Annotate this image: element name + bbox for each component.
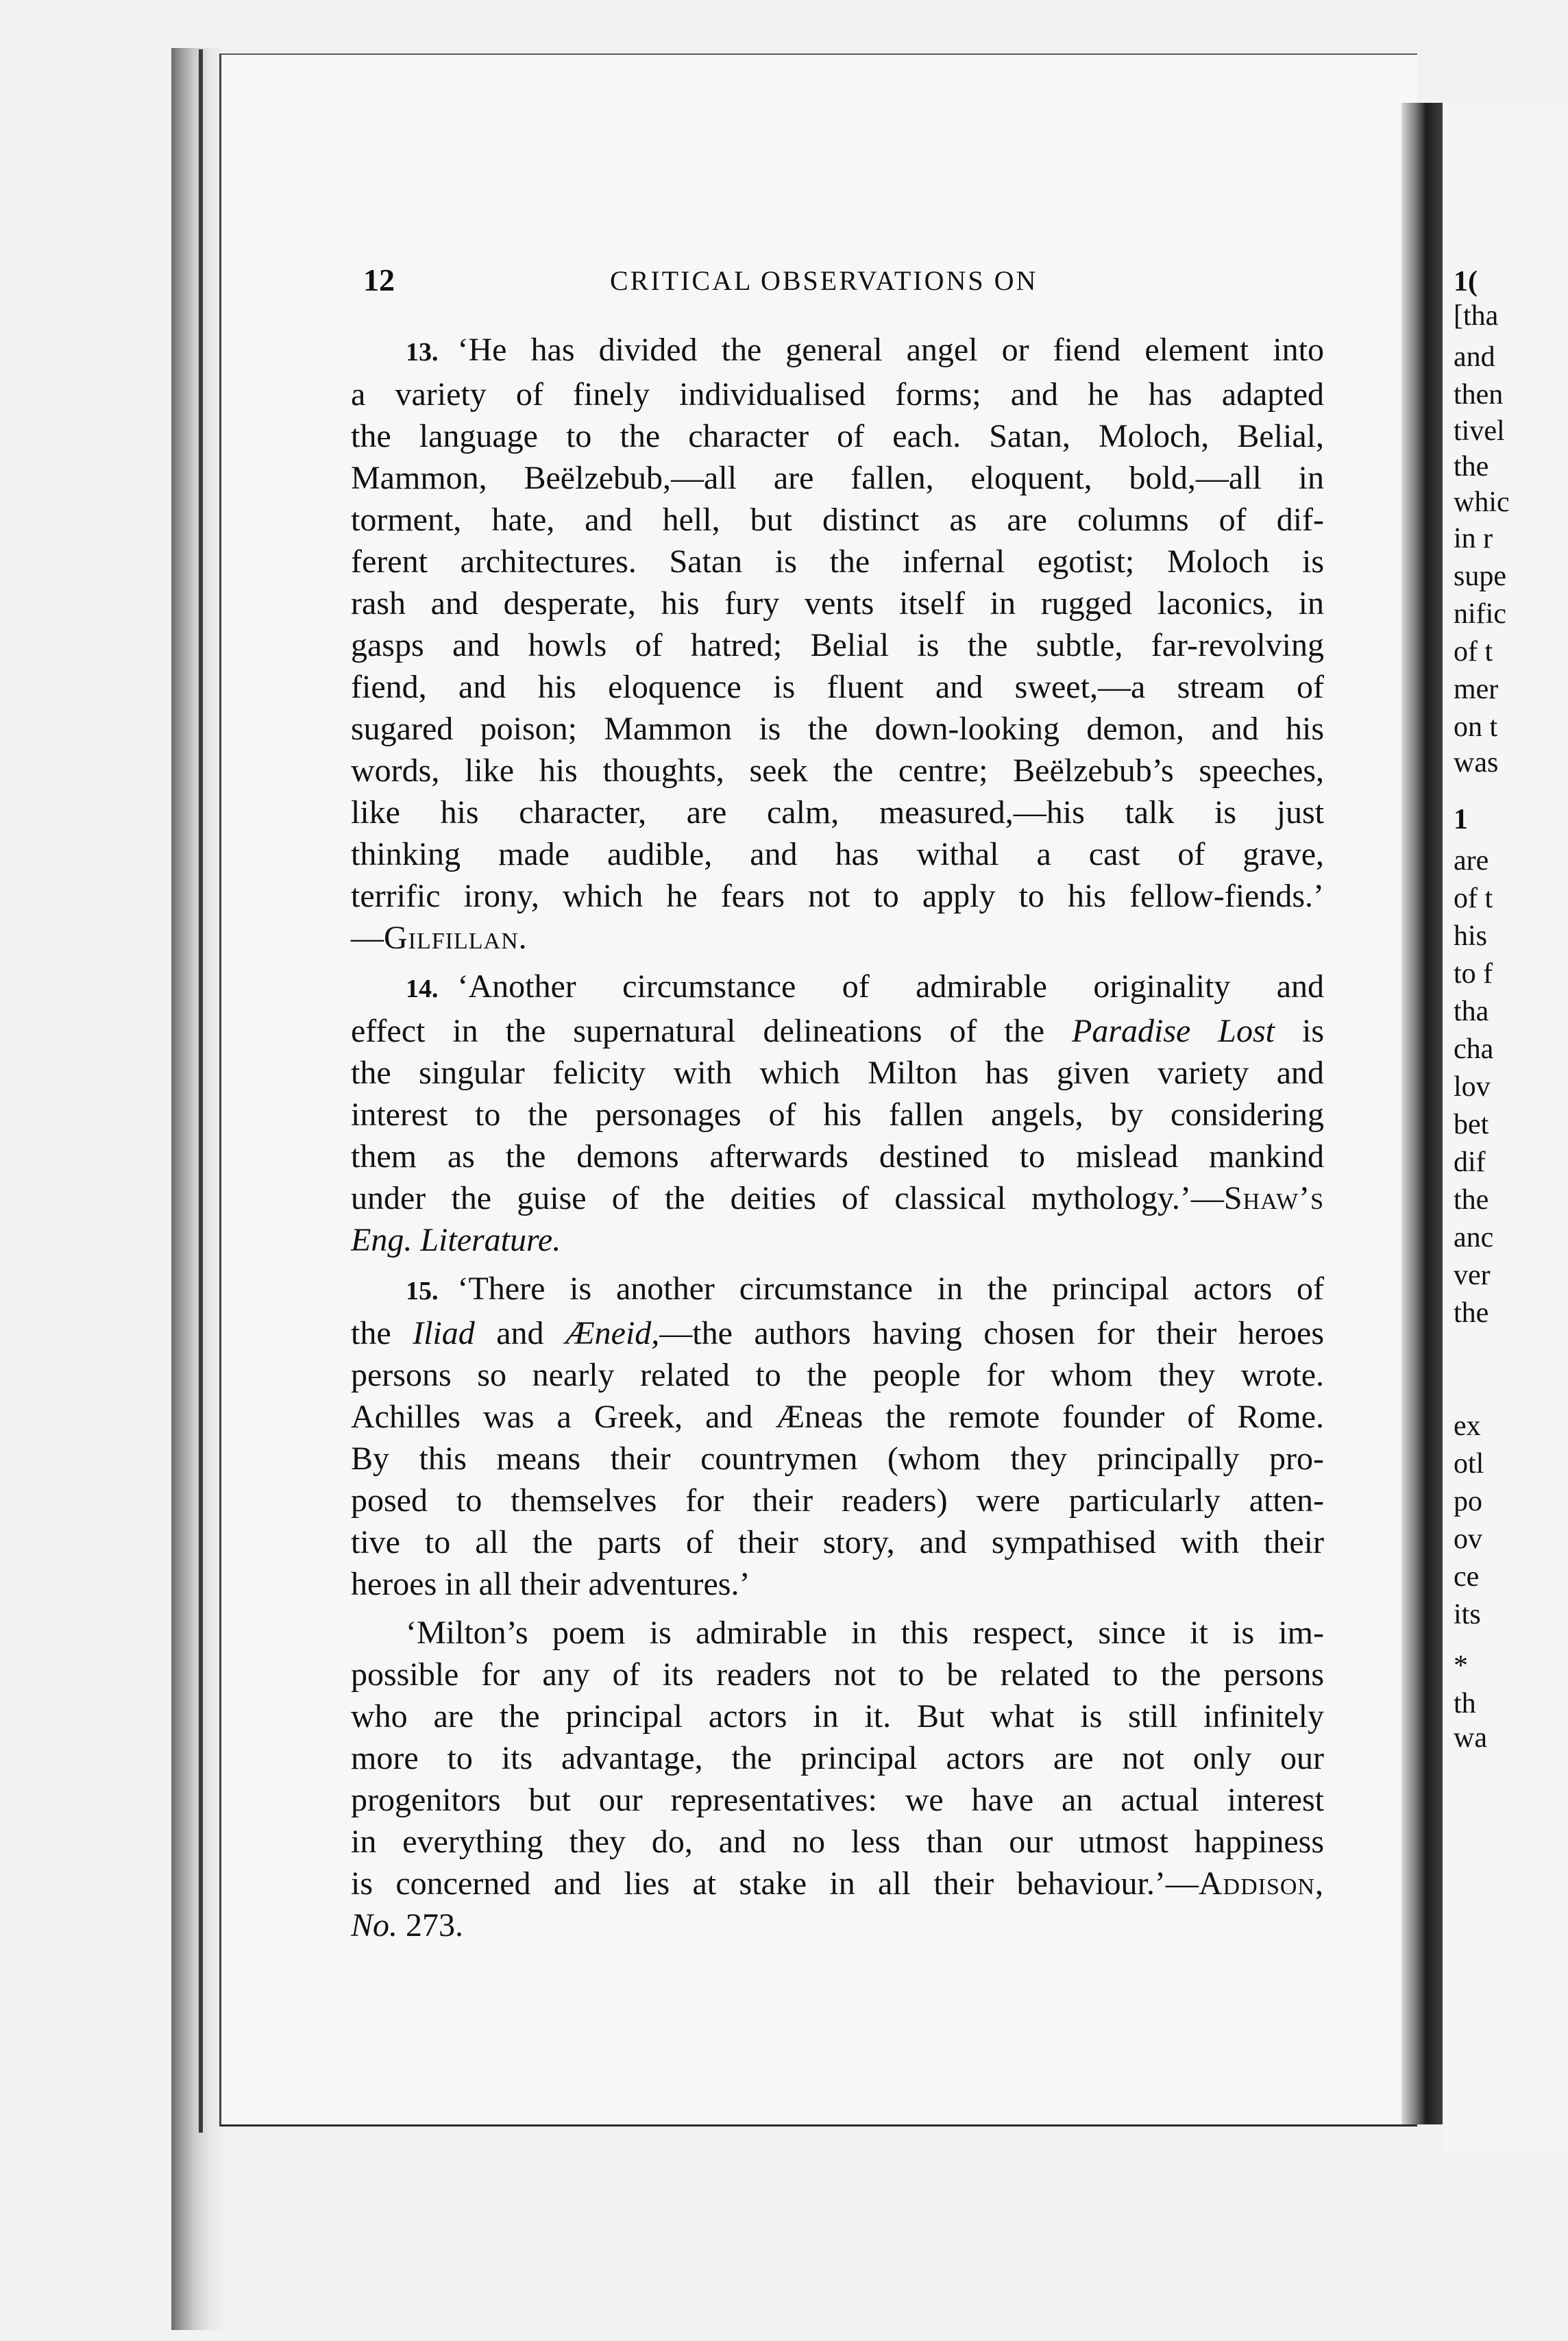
text-line xyxy=(351,792,1324,833)
line-text: sugared poison; Mammon is the down-looking demon, and his xyxy=(351,711,1324,747)
paragraph-number: 13. xyxy=(406,338,439,367)
text-line: possible for any of its readers not to be related to the persons xyxy=(351,1656,1324,1693)
paragraph-14 xyxy=(351,966,1324,1261)
facing-page-text: * xyxy=(1454,1650,1468,1682)
facing-page-text: po xyxy=(1454,1486,1482,1517)
text-line xyxy=(351,1863,1324,1904)
text-line xyxy=(351,583,1324,624)
facing-page-text: then xyxy=(1454,379,1504,410)
text-line: persons so nearly related to the people for whom they wrote. xyxy=(351,1357,1324,1393)
line-text: ‘He has divided the general angel or fiend element into xyxy=(457,332,1324,368)
facing-page-text: ver xyxy=(1454,1260,1491,1291)
facing-page-text: ov xyxy=(1454,1523,1482,1555)
facing-page-text: anc xyxy=(1454,1222,1494,1253)
text-line xyxy=(351,875,1324,917)
paragraph-13 xyxy=(351,329,1324,959)
facing-page-text: whic xyxy=(1454,487,1510,518)
text-line: heroes in all their adventures.’ xyxy=(351,1566,750,1602)
line-text: fiend, and his eloquence is fluent and sweet,—a stream of xyxy=(351,669,1324,705)
facing-page-text: of t xyxy=(1454,883,1493,914)
line-text: ‘There is another circumstance in the principal actors of xyxy=(457,1271,1324,1307)
attribution: Addison, xyxy=(1198,1865,1324,1902)
line-text: is concerned and lies at stake in all their behaviour.’— xyxy=(351,1865,1199,1902)
attribution-work: Eng. Literature. xyxy=(351,1222,561,1258)
facing-page-text: th xyxy=(1454,1688,1476,1719)
text-line xyxy=(351,329,1324,373)
attribution: Shaw’s xyxy=(1223,1180,1324,1216)
line-text: is xyxy=(1302,1013,1325,1049)
line-text: thinking made audible, and has withal a cast of grave, xyxy=(351,836,1324,872)
text-line: more to its advantage, the principal actors are not only our xyxy=(351,1740,1324,1776)
paragraph-number: 14. xyxy=(406,975,439,1003)
facing-page-text: ce xyxy=(1454,1561,1480,1593)
facing-page-text: the xyxy=(1454,1297,1489,1329)
text-line xyxy=(351,373,1324,415)
text-line: interest to the personages of his fallen angels, by considering xyxy=(351,1096,1324,1133)
text-line: progenitors but our representatives: we have an actual interest xyxy=(351,1782,1324,1818)
text-line: ‘Milton’s poem is admirable in this respect, since it is im- xyxy=(406,1615,1324,1651)
facing-page-text: lov xyxy=(1454,1071,1491,1103)
text-line xyxy=(351,457,1324,499)
text-line: posed to themselves for their readers) were particularly atten- xyxy=(351,1482,1324,1519)
text-line: By this means their countrymen (whom they principally pro- xyxy=(351,1441,1324,1477)
text-line xyxy=(351,499,1324,541)
facing-page-text: mer xyxy=(1454,674,1499,705)
page-edge xyxy=(199,49,203,2133)
facing-page-text: was xyxy=(1454,747,1499,779)
facing-page-text: wa xyxy=(1454,1722,1487,1754)
facing-page-text: the xyxy=(1454,1184,1489,1216)
work-title: Paradise Lost xyxy=(1072,1013,1275,1049)
text-line xyxy=(351,1904,1324,1946)
text-line xyxy=(351,917,1324,959)
text-line xyxy=(351,666,1324,708)
text-line xyxy=(351,1219,1324,1261)
facing-page-text: cha xyxy=(1454,1033,1494,1065)
attribution: Gilfillan. xyxy=(384,920,528,956)
line-text: and xyxy=(496,1315,544,1351)
facing-page-text: its xyxy=(1454,1599,1481,1630)
facing-page-fragment xyxy=(1443,103,1568,2152)
facing-page-text: supe xyxy=(1454,561,1506,592)
text-line xyxy=(351,1312,1324,1354)
facing-page-text: the xyxy=(1454,451,1489,482)
line-text: under the guise of the deities of classical mythology.’— xyxy=(351,1180,1224,1216)
line-text: words, like his thoughts, seek the centre; Beëlzebub’s speeches, xyxy=(351,752,1324,789)
facing-page-text: tivel xyxy=(1454,415,1505,447)
text-line xyxy=(351,541,1324,583)
facing-page-text: otl xyxy=(1454,1448,1484,1480)
page-body xyxy=(351,329,1324,1946)
work-title: Æneid, xyxy=(565,1315,660,1351)
line-text: like his character, are calm, measured,—his talk is just xyxy=(351,794,1324,831)
line-text: Mammon, Beëlzebub,—all are fallen, eloquent, bold,—all in xyxy=(351,460,1324,496)
facing-page-text: nific xyxy=(1454,598,1506,630)
text-line xyxy=(351,966,1324,1010)
facing-page-text: [tha xyxy=(1454,300,1499,332)
line-text: gasps and howls of hatred; Belial is the subtle, far-revolving xyxy=(351,627,1324,663)
attribution-number-label: No. xyxy=(351,1907,398,1944)
book-gutter xyxy=(1401,103,1443,2124)
text-line xyxy=(351,833,1324,875)
text-line: the singular felicity with which Milton has given variety and xyxy=(351,1055,1324,1091)
running-head: CRITICAL OBSERVATIONS ON xyxy=(610,265,1038,296)
facing-page-text: bet xyxy=(1454,1109,1489,1140)
text-line xyxy=(351,1010,1324,1052)
line-text: torment, hate, and hell, but distinct as are columns of dif- xyxy=(351,502,1324,538)
line-text: the xyxy=(351,1315,391,1351)
line-text: —the authors having chosen for their heroes xyxy=(659,1315,1325,1351)
text-line: in everything they do, and no less than our utmost happiness xyxy=(351,1824,1324,1860)
line-text: the language to the character of each. Satan, Moloch, Belial, xyxy=(351,418,1324,454)
facing-page-text: 1( xyxy=(1454,266,1478,297)
facing-page-text: ex xyxy=(1454,1410,1481,1442)
facing-page-text: and xyxy=(1454,341,1495,373)
line-text: a variety of finely individualised forms; and he has adapted xyxy=(351,376,1324,413)
facing-page-text: are xyxy=(1454,845,1489,877)
page-header xyxy=(363,262,1377,303)
facing-page-text: tha xyxy=(1454,996,1489,1027)
text-line: Achilles was a Greek, and Æneas the remote founder of Rome. xyxy=(351,1399,1324,1435)
work-title: Iliad xyxy=(413,1315,475,1351)
paragraph-number: 15. xyxy=(406,1277,439,1306)
text-line xyxy=(351,415,1324,457)
page-number: 12 xyxy=(363,262,395,297)
line-text: ‘Another circumstance of admirable originality and xyxy=(457,968,1324,1005)
facing-page-text: on t xyxy=(1454,711,1498,743)
facing-page-text: 1 xyxy=(1454,804,1468,835)
line-text: rash and desperate, his fury vents itself in rugged laconics, in xyxy=(351,585,1324,622)
line-text: effect in the supernatural delineations of the xyxy=(351,1013,1045,1049)
paragraph-addison xyxy=(351,1612,1324,1946)
text-line xyxy=(351,708,1324,750)
text-line xyxy=(351,1268,1324,1312)
text-line xyxy=(351,1177,1324,1219)
line-text: terrific irony, which he fears not to apply to his fellow-fiends.’ xyxy=(351,878,1324,914)
paragraph-15 xyxy=(351,1268,1324,1605)
text-line: who are the principal actors in it. But what is still infinitely xyxy=(351,1698,1324,1735)
attribution-dash: — xyxy=(351,920,384,956)
facing-page-text: his xyxy=(1454,920,1488,952)
text-line: them as the demons afterwards destined to mislead mankind xyxy=(351,1138,1324,1175)
attribution-number: 273. xyxy=(406,1907,464,1944)
text-line xyxy=(351,750,1324,792)
facing-page-text: of t xyxy=(1454,636,1493,667)
facing-page-text: dif xyxy=(1454,1147,1486,1178)
text-line xyxy=(351,624,1324,666)
text-line: tive to all the parts of their story, and sympathised with their xyxy=(351,1524,1324,1560)
facing-page-text: in r xyxy=(1454,523,1493,554)
line-text: ferent architectures. Satan is the infernal egotist; Moloch is xyxy=(351,543,1324,580)
facing-page-text: to f xyxy=(1454,958,1493,990)
